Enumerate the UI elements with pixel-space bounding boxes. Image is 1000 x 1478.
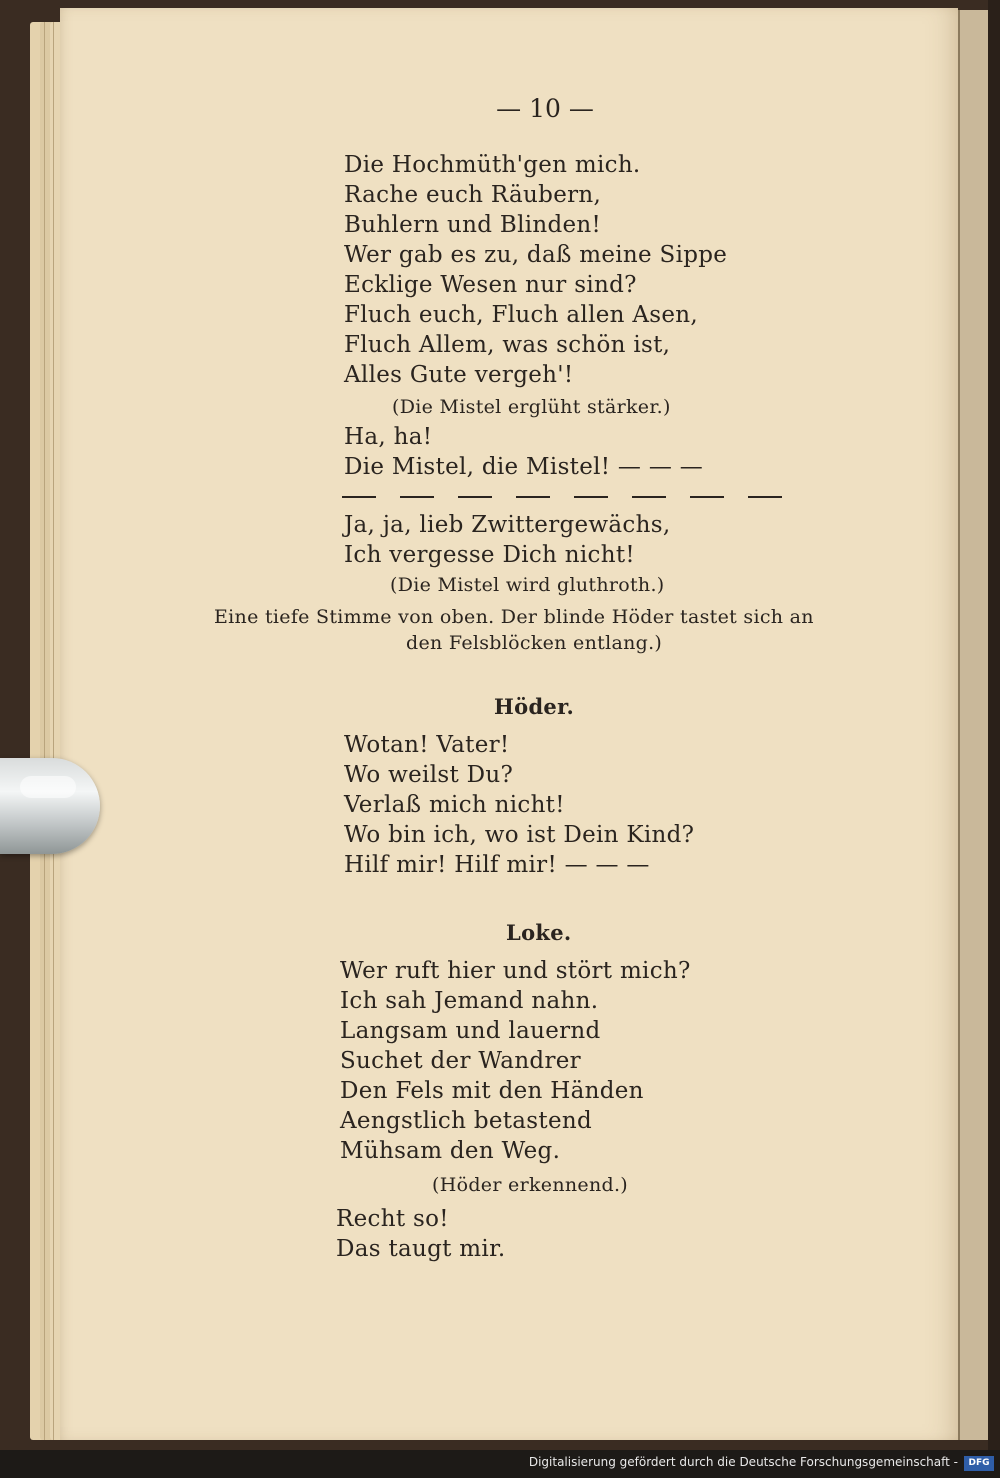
stage-direction: den Felsblöcken entlang.): [406, 632, 663, 654]
footer-bar: [0, 1450, 1000, 1478]
verse-line: Ich sah Jemand nahn.: [340, 988, 599, 1014]
funding-notice: Digitalisierung gefördert durch die Deutsche Forschungsgemeinschaft -: [528, 1455, 958, 1469]
dfg-logo-icon: DFG: [964, 1456, 994, 1471]
verse-line: Das taugt mir.: [336, 1236, 506, 1262]
verse-line: Verlaß mich nicht!: [344, 792, 565, 818]
stage-direction: (Die Mistel wird gluthroth.): [390, 574, 665, 596]
verse-line: Langsam und lauernd: [340, 1018, 601, 1044]
verse-line: Buhlern und Blinden!: [344, 212, 602, 238]
scan-border: [988, 0, 1000, 1450]
verse-line: Ecklige Wesen nur sind?: [344, 272, 637, 298]
verse-line: Ja, ja, lieb Zwittergewächs,: [344, 512, 671, 538]
verse-line: Recht so!: [336, 1206, 449, 1232]
verse-line: Wo weilst Du?: [344, 762, 514, 788]
verse-line: Wotan! Vater!: [344, 732, 510, 758]
verse-line: Den Fels mit den Händen: [340, 1078, 644, 1104]
verse-line: Die Mistel, die Mistel! — — —: [344, 454, 704, 480]
verse-line: Die Hochmüth'gen mich.: [344, 152, 641, 178]
page-edge-line: [53, 22, 54, 1440]
speaker-name: Loke.: [506, 920, 572, 945]
verse-line: Wer gab es zu, daß meine Sippe: [344, 242, 728, 268]
verse-line: Wo bin ich, wo ist Dein Kind?: [344, 822, 695, 848]
speaker-name: Höder.: [494, 694, 575, 719]
verse-line: Ha, ha!: [344, 424, 433, 450]
dash-separator: [342, 496, 782, 500]
verse-line: Wer ruft hier und stört mich?: [340, 958, 691, 984]
facing-page-edge: [958, 10, 990, 1440]
stage-direction: (Die Mistel erglüht stärker.): [392, 396, 671, 418]
verse-line: Aengstlich betastend: [340, 1108, 593, 1134]
verse-line: Suchet der Wandrer: [340, 1048, 581, 1074]
page-number: — 10 —: [496, 94, 594, 123]
page-edge-line: [44, 22, 45, 1440]
verse-line: Fluch euch, Fluch allen Asen,: [344, 302, 699, 328]
verse-line: Hilf mir! Hilf mir! — — —: [344, 852, 650, 878]
verse-line: Ich vergesse Dich nicht!: [344, 542, 635, 568]
verse-line: Mühsam den Weg.: [340, 1138, 561, 1164]
stage-direction: (Höder erkennend.): [432, 1174, 629, 1196]
stage-direction: Eine tiefe Stimme von oben. Der blinde Höder tastet sich an: [214, 606, 814, 628]
verse-line: Rache euch Räubern,: [344, 182, 602, 208]
verse-line: Fluch Allem, was schön ist,: [344, 332, 671, 358]
verse-line: Alles Gute vergeh'!: [344, 362, 574, 388]
page-clip: [0, 758, 100, 854]
